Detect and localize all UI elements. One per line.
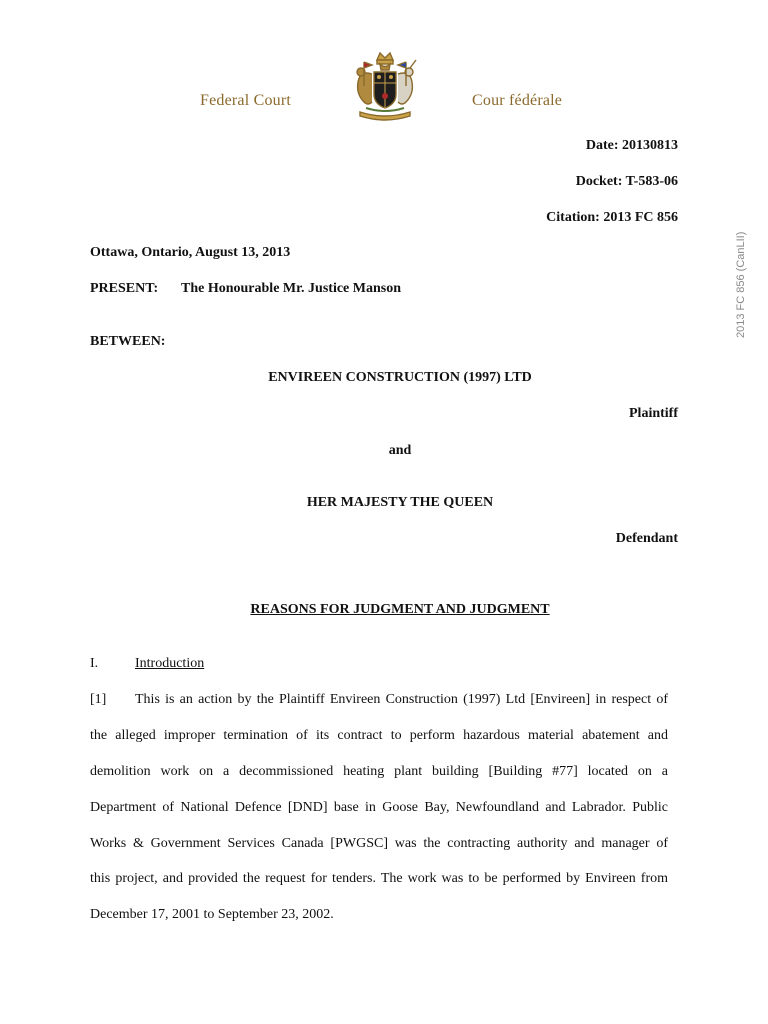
plaintiff-role: Plaintiff xyxy=(629,406,678,421)
court-name-french: Cour fédérale xyxy=(472,92,563,109)
citation: Citation: 2013 FC 856 xyxy=(546,210,678,225)
paragraph-line: Department of National Defence [DND] base in Goose Bay, Newfoundland and Labrador. Public xyxy=(90,800,668,815)
defendant-name: HER MAJESTY THE QUEEN xyxy=(306,495,494,510)
place-and-date: Ottawa, Ontario, August 13, 2013 xyxy=(90,245,291,260)
judgment-date: Date: 20130813 xyxy=(585,138,678,153)
paragraph-line: Works & Government Services Canada [PWGSC] was the contracting authority and manager of xyxy=(90,836,668,851)
section-number: I. xyxy=(90,656,99,671)
paragraph-line: this project, and provided the request for tenders. The work was to be performed by Envireen from xyxy=(90,871,668,886)
paragraph-line: December 17, 2001 to September 23, 2002. xyxy=(90,907,334,922)
side-citation: 2013 FC 856 (CanLII) xyxy=(735,231,747,338)
between-label: BETWEEN: xyxy=(90,334,166,349)
reasons-heading: REASONS FOR JUDGMENT AND JUDGMENT xyxy=(250,602,550,617)
present-label: PRESENT: xyxy=(90,281,159,296)
docket-number: Docket: T-583-06 xyxy=(575,174,678,189)
paragraph-line: This is an action by the Plaintiff Envireen Construction (1997) Ltd [Envireen] in respect of xyxy=(135,692,668,707)
court-name-english: Federal Court xyxy=(200,92,292,109)
present-judge: The Honourable Mr. Justice Manson xyxy=(181,281,401,296)
paragraph-number: [1] xyxy=(90,692,107,707)
paragraph-line: the alleged improper termination of its contract to perform hazardous material abatement and xyxy=(90,728,668,743)
coat-of-arms-icon xyxy=(350,50,420,128)
section-title: Introduction xyxy=(135,656,205,671)
and-connector: and xyxy=(388,443,412,458)
plaintiff-name: ENVIREEN CONSTRUCTION (1997) LTD xyxy=(268,370,532,385)
paragraph-line: demolition work on a decommissioned heating plant building [Building #77] located on a xyxy=(90,764,668,779)
defendant-role: Defendant xyxy=(615,531,678,546)
